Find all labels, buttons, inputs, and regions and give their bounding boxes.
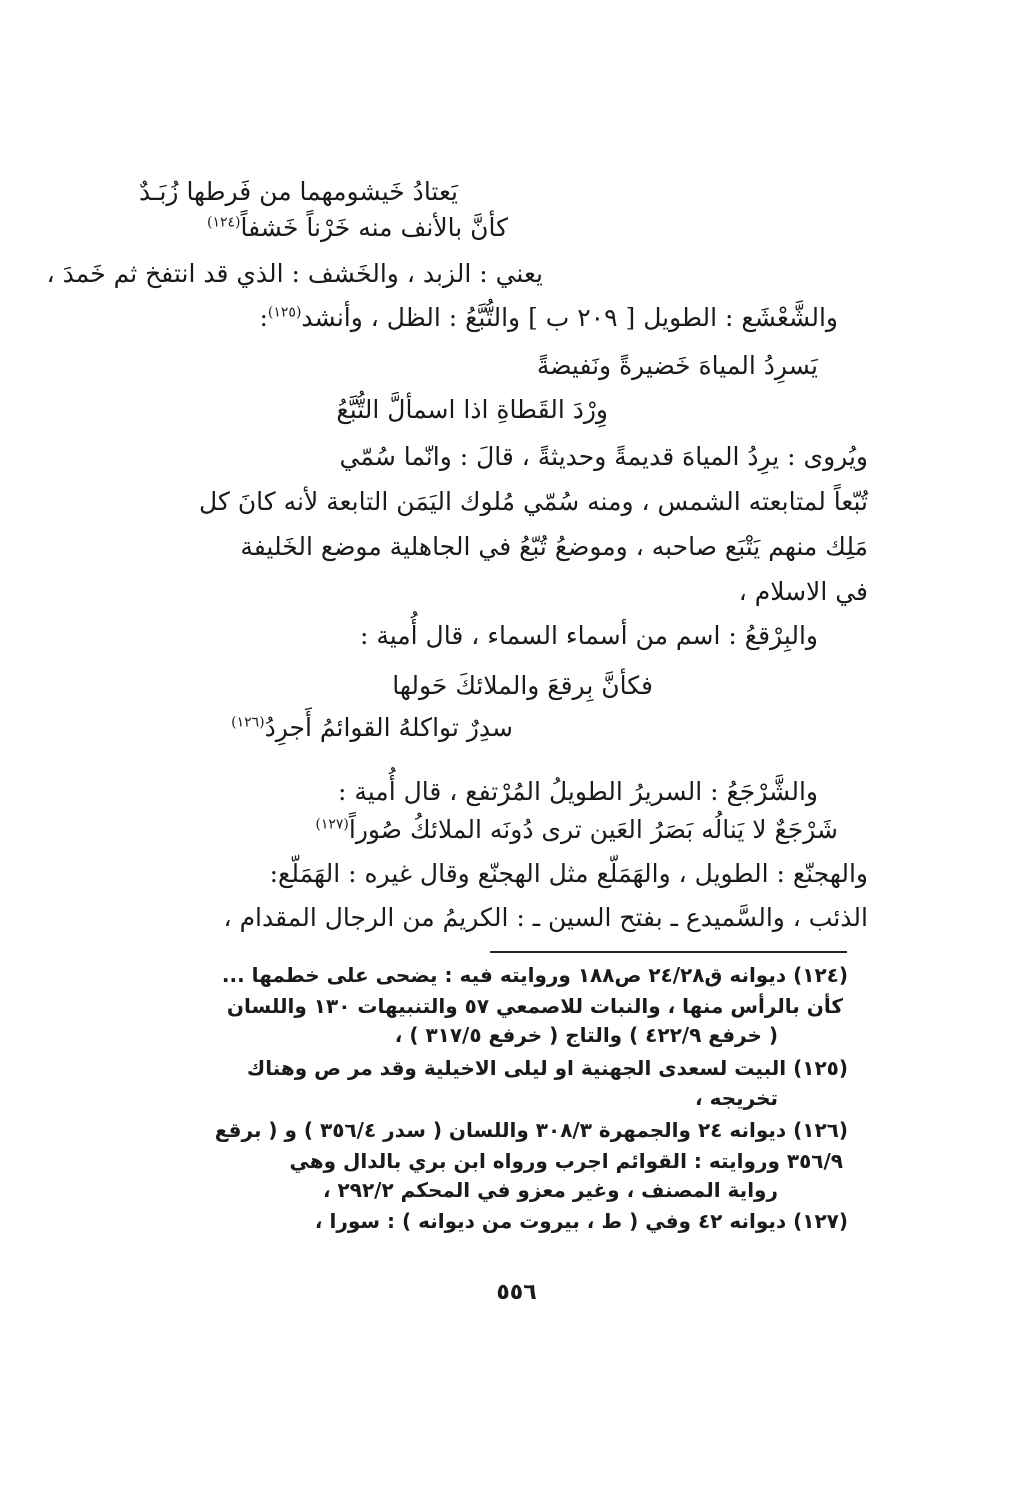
footnote-line: ( خرفع ٤٢٢/٩ ) والتاج ( خرفع ٣١٧/٥ ) ، (394, 1023, 778, 1047)
footnote-line: (١٢٥) البيت لسعدى الجهنية او ليلى الاخيلية وقد مر ص وهناك (246, 1056, 848, 1080)
para3: والشَّرْجَعُ : السريرُ الطويلُ المُرْتفع ، قال أُمية : (337, 777, 818, 806)
gloss-line1: يعني : الزبد ، والخَشف : الذي قد انتفخ ثم خَمدَ ، (46, 259, 543, 288)
gloss-line2-colon: : (259, 303, 268, 332)
gloss-line2 (259, 302, 838, 334)
verse3-line1: فكأنَّ بِرقعَ والملائكَ حَولها (392, 671, 653, 700)
footnote-ref-126: (١٢٦) (231, 714, 265, 731)
para4-line2: الذئب ، والسَّميدع ـ بفتح السين ـ : الكريمُ من الرجال المقدام ، (223, 903, 868, 932)
footnote-line: (١٢٤) ديوانه ق٢٤/٢٨ ص١٨٨ وروايته فيه : يضحى على خطمها ... (221, 963, 848, 987)
verse3-line2 (231, 712, 513, 744)
footnote-line: (١٢٧) ديوانه ٤٢ وفي ( ط ، بيروت من ديوانه ) : سورا ، (314, 1209, 848, 1233)
footnote-line: كأن بالرأس منها ، والنبات للاصمعي ٥٧ والتنبيهات ١٣٠ واللسان (226, 994, 843, 1018)
verse2-line1: يَسرِدُ المياهَ خَضيرةً ونَفيضةً (536, 351, 818, 380)
footnote-ref-124: (١٢٤) (206, 214, 241, 231)
footnote-line: ٣٥٦/٩ وروايته : القوائم اجرب ورواه ابن بري بالدال وهي (289, 1149, 843, 1173)
verse1-line2-text: كأنَّ بالأنف منه خَرْناً خَشفاً (240, 213, 508, 242)
footnote-line: رواية المصنف ، وغير معزو في المحكم ٢٩٢/٢ ، (322, 1178, 778, 1202)
verse4-line1 (315, 814, 838, 846)
para1-line1: ويُروى : يرِدُ المياهَ قديمةً وحديثةً ، قالَ : وانّما سُمّي (339, 442, 868, 471)
footnote-divider (490, 951, 847, 953)
verse1-line2 (207, 212, 508, 244)
para1-line4: في الاسلام ، (738, 577, 868, 606)
verse3-line2-text: سدِرٌ تواكلهُ القوائمُ أَجرِدُ (264, 713, 513, 742)
para4-line1: والهجنّع : الطويل ، والهَمَلّع مثل الهجنّع وقال غيره : الهَمَلّع: (269, 859, 868, 888)
page-number: ٥٥٦ (496, 1280, 537, 1305)
footnote-line: تخريجه ، (695, 1086, 778, 1110)
footnote-line: (١٢٦) ديوانه ٢٤ والجمهرة ٣٠٨/٣ واللسان ( سدر ٣٥٦/٤ ) و ( برقع (214, 1118, 848, 1142)
verse1-line1: يَعتادُ خَيشومهما من فَرطها زُبَـدٌ (139, 177, 458, 206)
footnote-ref-125: (١٢٥) (267, 304, 302, 321)
para1-line2: تُبّعاً لمتابعته الشمس ، ومنه سُمّي مُلوك اليَمَن التابعة لأنه كانَ كل (199, 487, 868, 516)
verse2-line2: وِرْدَ القَطاةِ اذا اسمألَّ التُّبَّعُ (336, 395, 608, 424)
footnote-ref-127: (١٢٧) (315, 816, 349, 833)
para1-line3: مَلِك منهم يَتْبَع صاحبه ، وموضعُ تُبّعُ في الجاهلية موضع الخَليفة (240, 532, 868, 561)
para2: والبِرْقعُ : اسم من أسماء السماء ، قال أُمية : (359, 621, 818, 650)
verse4-line1-text: شَرْجَعٌ لا يَنالُه بَصَرُ العَين ترى دُونَه الملائكُ صُوراً (348, 815, 838, 844)
gloss-line2-text: والشَّعْشَع : الطويل [ ٢٠٩ ب ] والتُّبَّعُ : الظل ، وأنشد (301, 303, 838, 332)
